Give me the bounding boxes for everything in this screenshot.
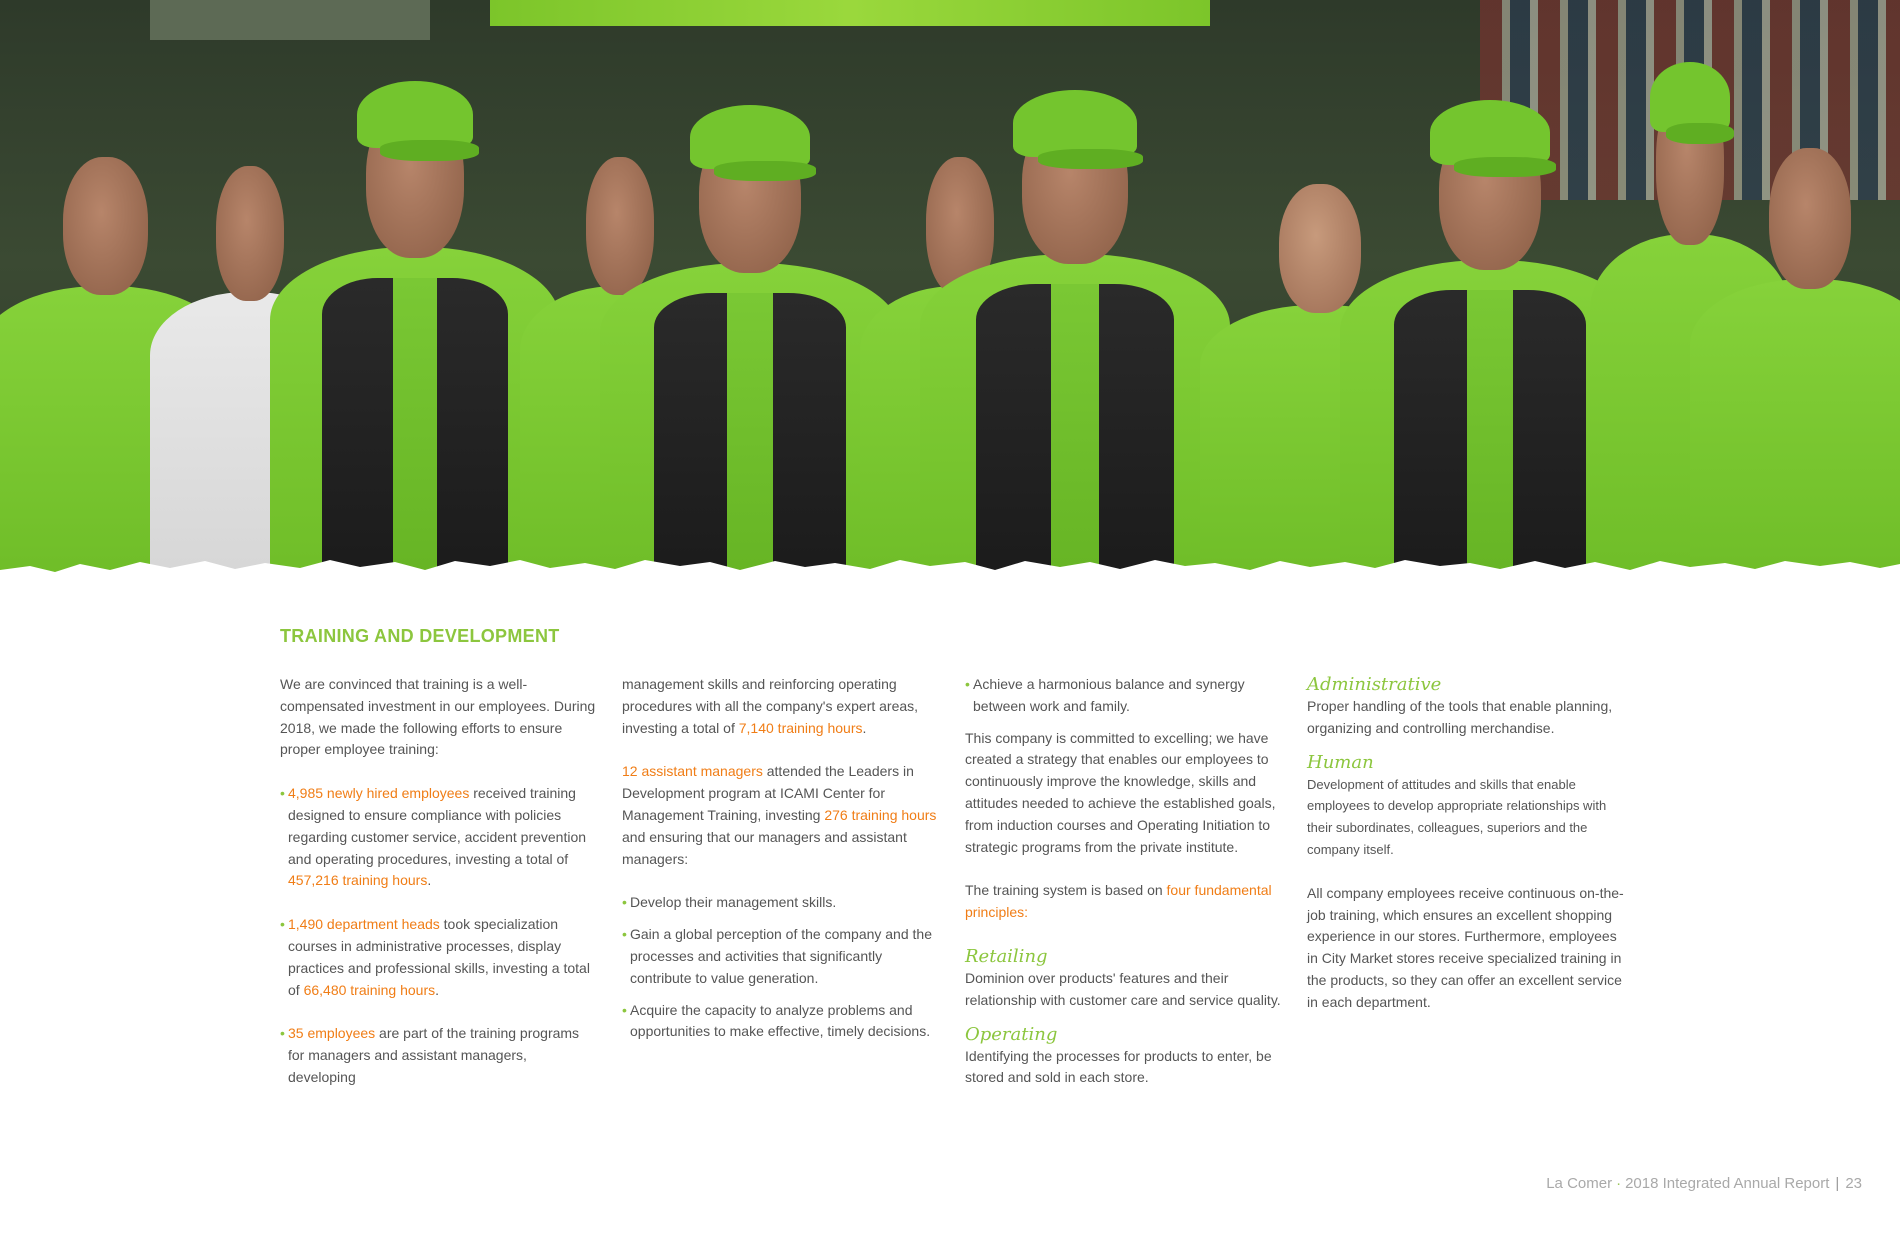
footer-report-title: 2018 Integrated Annual Report [1625,1175,1830,1192]
principle-human-text: Development of attitudes and skills that enable employees to develop appropriate relationships with their subordinates, colleagues, superiors and the company itself. [1307,776,1607,857]
principle-retailing-text: Dominion over products' features and their relationship with customer care and service quality. [965,969,1281,1008]
section-heading: TRAINING AND DEVELOPMENT [280,626,560,646]
employee-figure [270,60,560,580]
page-number: 23 [1845,1175,1862,1192]
principles-intro: The training system is based on four fundamental principles: [965,882,1272,921]
sub-bullet-balance: • Achieve a harmonious balance and synergy between work and family. [965,676,1245,714]
bullet-department-heads: • 1,490 department heads took specialization courses in administrative processes, display practices and professional skills, investing a total of 66,480 training hours. [280,916,590,998]
page-footer [1546,1175,1862,1192]
sub-bullet-skills: • Develop their management skills. [622,894,837,911]
text-column-3 [965,674,1283,1111]
employee-figure [920,70,1230,580]
intro-paragraph: We are convinced that training is a well-compensated investment in our employees. During 2018, we made the following efforts to ensure proper employee training: [280,676,596,758]
commitment-paragraph: This company is committed to excelling; we have created a strategy that enables our employees to continuously improve the knowledge, skills and attitudes needed to achieve the established goals, from induction courses and Operating Initiation to strategic programs from the private institute. [965,729,1276,855]
text-column-2 [622,674,940,1053]
principle-operating-title: Operating [965,1023,1058,1045]
footer-brand: La Comer [1546,1175,1613,1192]
employee-figure [600,85,900,580]
employee-figure [1690,110,1900,580]
bullet-dot: • [280,916,285,933]
principle-human-title: Human [1307,751,1374,773]
principle-administrative-text: Proper handling of the tools that enable planning, organizing and controlling merchandise. [1307,698,1613,736]
text-column-4 [1307,674,1625,1036]
footer-divider: | [1835,1175,1840,1192]
bullet-dot: • [280,1025,285,1042]
bullet-assistant-managers: 12 assistant managers attended the Leaders in Development program at ICAMI Center for Management Training, investing 276 training hours and ensuring that our managers and assistant managers: [622,763,937,867]
principle-administrative-title: Administrative [1307,674,1442,695]
text-column-1 [280,674,598,1111]
bullet-employees-programs: • 35 employees are part of the training programs for managers and assistant managers, developing [280,1025,580,1085]
store-sign [490,0,1210,26]
torn-paper-edge [0,556,1900,600]
bullet-new-hires: • 4,985 newly hired employees received training designed to ensure compliance with policies regarding customer service, accident prevention and operating procedures, investing a total of 457,216 training hours. [280,785,587,889]
principle-retailing-title: Retailing [965,945,1048,967]
continued-paragraph: management skills and reinforcing operating procedures with all the company's expert areas, investing a total of 7,140 training hours. [622,676,919,736]
sub-bullet-analyze: • Acquire the capacity to analyze problems and opportunities to make effective, timely decisions. [622,1001,931,1040]
sub-bullet-perception: • Gain a global perception of the company and the processes and activities that significantly contribute to value generation. [622,926,932,986]
principle-operating-text: Identifying the processes for products to enter, be stored and sold in each store. [965,1047,1272,1086]
footer-separator: · [1616,1175,1622,1192]
photo-banner [150,0,430,40]
on-the-job-paragraph: All company employees receive continuous on-the-job training, which ensures an excellent shopping experience in our stores. Furthermore, employees in City Market stores receive specialized training in the products, so they can offer an excellent service in each department. [1307,884,1624,1010]
bullet-dot: • [280,785,285,802]
hero-photo [0,0,1900,580]
